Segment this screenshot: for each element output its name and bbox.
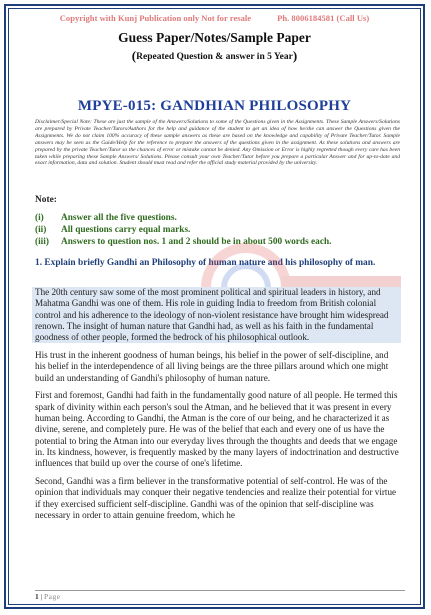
footer-separator: |	[40, 592, 43, 601]
copyright-line	[6, 13, 423, 23]
note-item	[35, 225, 405, 235]
guess-subtitle-text: Repeated Question & answer in 5 Year	[136, 52, 293, 62]
phone-text: Ph. 8006184581 (Call Us)	[277, 13, 370, 23]
disclaimer-text: Disclaimer/Special Note: These are just the sample of the Answers/Solutions to some of the Questions given in the Assignments. These Sample Answers/Solutions are prepared by Private Teacher/Tutors/Authors for the help and guidance of the student to get an idea of how he/she can answer the Questions given the Assignments. We do not claim 100% accuracy of these sample answers as these are based on the knowledge and capability of Private Teacher/Tutor. Sample answers may be seen as the Guide/Help for the reference to prepare the answers of the questions given in the assignment. As these solutions and answers are prepared by the private Teacher/Tutor so the chances of error or mistake cannot be denied. Any Omission or Error is highly regretted though every care has been taken while preparing these Sample Answers/ Solutions. Please consult your own Teacher/Tutor before you prepare a particular Answer and for up-to-date and exact information, data and solution. Student should must read and refer the official study material provided by the university.	[35, 119, 400, 167]
footer-divider	[35, 590, 405, 591]
page-label: Page	[44, 592, 61, 601]
answer-paragraph: First and foremost, Gandhi had faith in the fundamentally good nature of all people. He termed this spark of divinity within each person's soul the Atman, and he believed that it was present in every human being. According to Gandhi, the Atman is the core of our being, and he characterized it as divine, serene, and completely pure. He was of the belief that each and every one of us have the potential to bring the Atman into our everyday lives through the thoughts and deeds that we engage in. Its kindness, however, is frequently masked by the many layers of indoctrination and destructive influences that build up over the course of one's lifetime.	[35, 390, 399, 469]
course-title: MPYE-015: GANDHIAN PHILOSOPHY	[77, 98, 352, 114]
note-item-text: Answers to question nos. 1 and 2 should be in about 500 words each.	[61, 237, 332, 247]
note-item-text: Answer all the five questions.	[61, 213, 177, 223]
note-label: Note:	[35, 195, 57, 205]
page-footer	[35, 592, 61, 601]
document-page	[4, 4, 425, 609]
note-item-number: (ii)	[35, 225, 47, 235]
guess-paper-subtitle: (Repeated Question & answer in 5 Year)	[131, 48, 298, 63]
guess-paper-title: Guess Paper/Notes/Sample Paper	[118, 30, 311, 45]
answer-paragraph: His trust in the inherent goodness of human beings, his belief in the power of self-discipline, and his belief in the interdependence of all living beings are the three pillars around which one might build an understanding of Gandhi's philosophy of human nature.	[35, 349, 389, 383]
note-item-text: All questions carry equal marks.	[61, 225, 191, 235]
answer-paragraph: Second, Gandhi was a firm believer in the transformative potential of self-control. He was of the opinion that individuals may conquer their negative tendencies and realize their potential for virtue if they exercised sufficient self-discipline. Gandhi was of the opinion that self-discipline was necessary in order to attain genuine freedom, which he	[35, 475, 397, 520]
note-item	[35, 213, 405, 223]
note-item-number: (i)	[35, 213, 44, 223]
answer-body	[35, 287, 401, 528]
page-number: 1	[35, 592, 39, 601]
note-item	[35, 237, 405, 247]
copyright-text: Copyright with Kunj Publication only Not for resale	[59, 13, 252, 23]
question-heading: 1. Explain briefly Gandhi an Philosophy of human nature and his philosophy of man.	[35, 258, 376, 268]
note-item-number: (iii)	[35, 237, 49, 247]
answer-paragraph: The 20th century saw some of the most prominent political and spiritual leaders in history, and Mahatma Gandhi was one of them. His role in guiding India to freedom from British colonial control and his adherence to the ideology of non-violent resistance have brought him widespread renown. The insight of human nature that Gandhi had, as well as his faith in the fundamental goodness of other people, formed the bedrock of his philosophical outlook.	[32, 287, 401, 343]
